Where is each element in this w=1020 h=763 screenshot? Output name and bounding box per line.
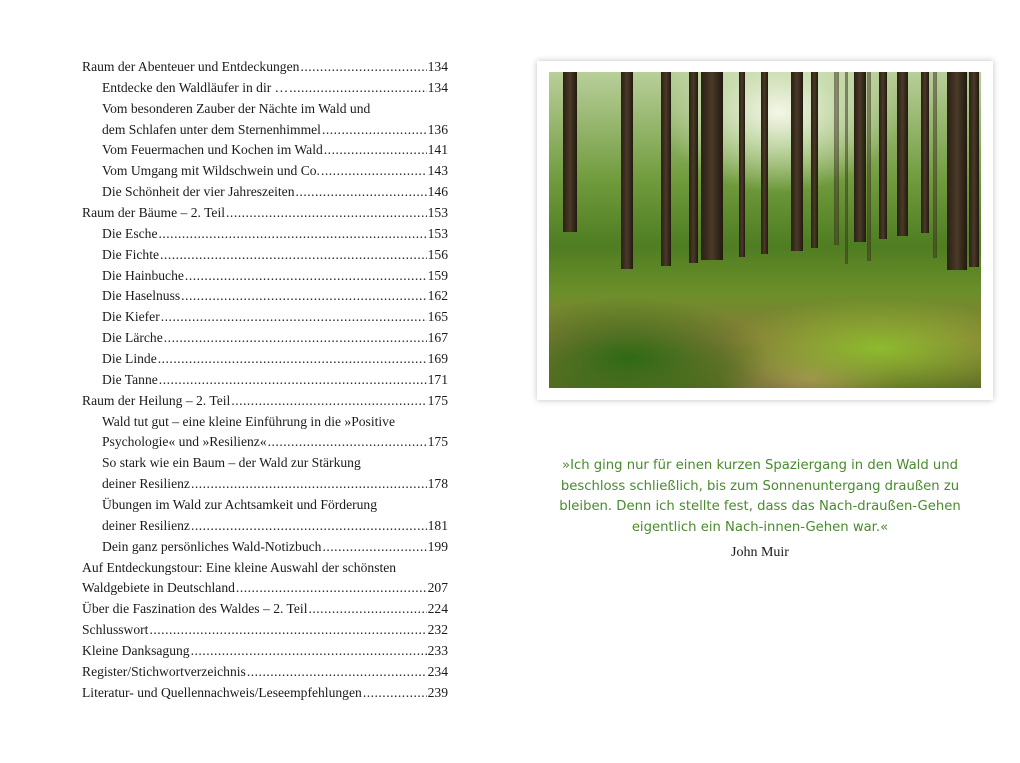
- quote-author: John Muir: [731, 545, 789, 560]
- toc-entry: [82, 78, 448, 99]
- dot-leader: [247, 662, 427, 683]
- toc-page-number: 224: [427, 601, 448, 617]
- tree-trunk: [933, 72, 937, 258]
- toc-entry: [82, 307, 448, 328]
- tree-trunk: [689, 72, 698, 263]
- toc-page-number: 143: [427, 163, 448, 179]
- toc-entry-line: [82, 558, 448, 579]
- toc-entry-title: Psychologie« und »Resilienz«: [102, 434, 267, 450]
- toc-page-number: 234: [427, 663, 448, 679]
- toc-page-number: 136: [427, 121, 448, 137]
- toc-entry-title: Vom Feuermachen und Kochen im Wald: [102, 142, 323, 158]
- toc-entry: [82, 203, 448, 224]
- toc-page-number: 156: [427, 246, 448, 262]
- toc-entry-title: Die Esche: [102, 225, 158, 241]
- toc-entry: [82, 578, 448, 599]
- toc-entry-title: Die Fichte: [102, 246, 160, 262]
- toc-entry: [82, 328, 448, 349]
- toc-entry: [82, 349, 448, 370]
- toc-page-number: 159: [427, 267, 448, 283]
- forest-floor: [549, 238, 981, 388]
- toc-page-number: 169: [427, 351, 448, 367]
- toc-page-number: 134: [427, 79, 448, 95]
- toc-entry-title: Die Linde: [102, 351, 157, 367]
- toc-entry: [82, 391, 448, 412]
- toc-entry-title: dem Schlafen unter dem Sternenhimmel: [102, 121, 321, 137]
- tree-trunk: [921, 72, 929, 233]
- dot-leader: [191, 516, 427, 537]
- dot-leader: [149, 620, 426, 641]
- toc-entry-title: Die Hainbuche: [102, 267, 184, 283]
- tree-trunk: [834, 72, 839, 245]
- dot-leader: [324, 140, 427, 161]
- dot-leader: [226, 203, 427, 224]
- dot-leader: [289, 78, 426, 99]
- dot-leader: [164, 328, 427, 349]
- toc-page-number: 134: [427, 59, 448, 74]
- toc-entry-line: [82, 99, 448, 120]
- toc-page-number: 146: [427, 184, 448, 200]
- toc-entry: [82, 662, 448, 683]
- toc-entry-title: Register/Stichwortverzeichnis: [82, 663, 246, 679]
- toc-page-number: 153: [427, 205, 448, 221]
- dot-leader: [159, 370, 427, 391]
- toc-entry: [82, 245, 448, 266]
- dot-leader: [321, 161, 427, 182]
- toc-page-number: 165: [427, 309, 448, 325]
- toc-entry-title: Vom besonderen Zauber der Nächte im Wald und: [102, 100, 371, 116]
- toc-entry-title: Literatur- und Quellennachweis/Leseempfehlungen: [82, 684, 362, 700]
- tree-trunk: [761, 72, 768, 254]
- dot-leader: [296, 182, 427, 203]
- dot-leader: [181, 286, 426, 307]
- tree-trunk: [563, 72, 577, 232]
- tree-trunk: [811, 72, 818, 248]
- dot-leader: [300, 57, 426, 78]
- toc-entry-line: [82, 412, 448, 433]
- toc-entry-title: Dein ganz persönliches Wald-Notizbuch: [102, 538, 322, 554]
- dot-leader: [161, 307, 427, 328]
- tree-trunk: [791, 72, 803, 251]
- toc-page-number: 178: [427, 476, 448, 492]
- toc-page-number: 232: [427, 622, 448, 638]
- toc-entry-title: Raum der Heilung – 2. Teil: [82, 392, 231, 408]
- dot-leader: [231, 391, 426, 412]
- tree-trunk: [661, 72, 671, 266]
- tree-trunk: [701, 72, 723, 260]
- toc-entry-title: Kleine Danksagung: [82, 643, 190, 659]
- toc-page-number: 199: [427, 538, 448, 554]
- toc-entry-title: Waldgebiete in Deutschland: [82, 580, 235, 596]
- toc-page-number: 233: [427, 643, 448, 659]
- toc-page-number: 207: [427, 580, 448, 596]
- dot-leader: [236, 578, 427, 599]
- dot-leader: [268, 432, 427, 453]
- tree-trunk: [845, 72, 848, 264]
- toc-entry: [82, 266, 448, 287]
- toc-entry-title: Vom Umgang mit Wildschwein und Co.: [102, 163, 320, 179]
- toc-page-number: 239: [427, 684, 448, 700]
- tree-trunk: [739, 72, 745, 257]
- toc-entry: [82, 620, 448, 641]
- toc-page-number: 162: [427, 288, 448, 304]
- toc-page-number: 153: [427, 225, 448, 241]
- toc-entry: [82, 224, 448, 245]
- toc-entry: [82, 474, 448, 495]
- toc-entry: [82, 599, 448, 620]
- toc-entry-title: deiner Resilienz: [102, 517, 190, 533]
- toc-entry-title: Raum der Abenteuer und Entdeckungen: [82, 59, 300, 74]
- toc-page-number: 171: [427, 371, 448, 387]
- toc-entry: [82, 432, 448, 453]
- toc-entry-title: Die Haselnuss: [102, 288, 181, 304]
- dot-leader: [191, 641, 427, 662]
- toc-entry-title: Auf Entdeckungstour: Eine kleine Auswahl der schönsten: [82, 559, 397, 575]
- tree-trunk: [897, 72, 908, 236]
- toc-entry-title: Die Tanne: [102, 371, 158, 387]
- dot-leader: [191, 474, 427, 495]
- toc-entry: [82, 120, 448, 141]
- toc-entry-line: [82, 495, 448, 516]
- toc-entry-title: So stark wie ein Baum – der Wald zur Stärkung: [102, 455, 361, 471]
- dot-leader: [158, 224, 426, 245]
- toc-entry: [82, 182, 448, 203]
- toc-entry-title: deiner Resilienz: [102, 476, 190, 492]
- tree-trunk: [879, 72, 887, 239]
- dot-leader: [322, 120, 427, 141]
- toc-page-number: 175: [427, 434, 448, 450]
- forest-photo: [549, 72, 981, 388]
- toc-page-number: 141: [427, 142, 448, 158]
- toc-page-number: 175: [427, 392, 448, 408]
- dot-leader: [158, 349, 427, 370]
- toc-entry-line: [82, 453, 448, 474]
- toc-entry: [82, 161, 448, 182]
- tree-trunk: [867, 72, 871, 261]
- dot-leader: [322, 537, 426, 558]
- toc-entry: [82, 641, 448, 662]
- toc-page-number: 181: [427, 517, 448, 533]
- toc-entry-title: Die Kiefer: [102, 309, 160, 325]
- toc-entry-title: Über die Faszination des Waldes – 2. Teil: [82, 601, 308, 617]
- dot-leader: [160, 245, 427, 266]
- dot-leader: [185, 266, 427, 287]
- toc-entry-title: Die Schönheit der vier Jahreszeiten: [102, 184, 295, 200]
- quote-text: »Ich ging nur für einen kurzen Spaziergang in den Wald und beschloss schließlich, bis zum Sonnenuntergang draußen zu bleiben. Denn ich stellte fest, dass das Nach-draußen-Gehen eigentlich ein Nach-innen-Gehen war.«: [559, 458, 961, 535]
- toc-entry: [82, 537, 448, 558]
- toc-entry-title: Entdecke den Waldläufer in dir …: [102, 79, 289, 95]
- toc-entry: [82, 370, 448, 391]
- toc-entry: [82, 57, 448, 78]
- dot-leader: [308, 599, 426, 620]
- photo-frame: [537, 61, 993, 400]
- tree-trunk: [854, 72, 866, 242]
- toc-entry-title: Schlusswort: [82, 622, 149, 638]
- toc-entry: [82, 516, 448, 537]
- toc-entry-title: Raum der Bäume – 2. Teil: [82, 205, 226, 221]
- toc-entry: [82, 140, 448, 161]
- toc-entry-title: Übungen im Wald zur Achtsamkeit und Förderung: [102, 497, 378, 513]
- toc-page-number: 167: [427, 330, 448, 346]
- toc-entry-title: Wald tut gut – eine kleine Einführung in die »Positive: [102, 413, 396, 429]
- dot-leader: [363, 683, 427, 704]
- toc-entry: [82, 683, 448, 704]
- table-of-contents: [82, 57, 448, 704]
- toc-entry: [82, 286, 448, 307]
- toc-entry-title: Die Lärche: [102, 330, 163, 346]
